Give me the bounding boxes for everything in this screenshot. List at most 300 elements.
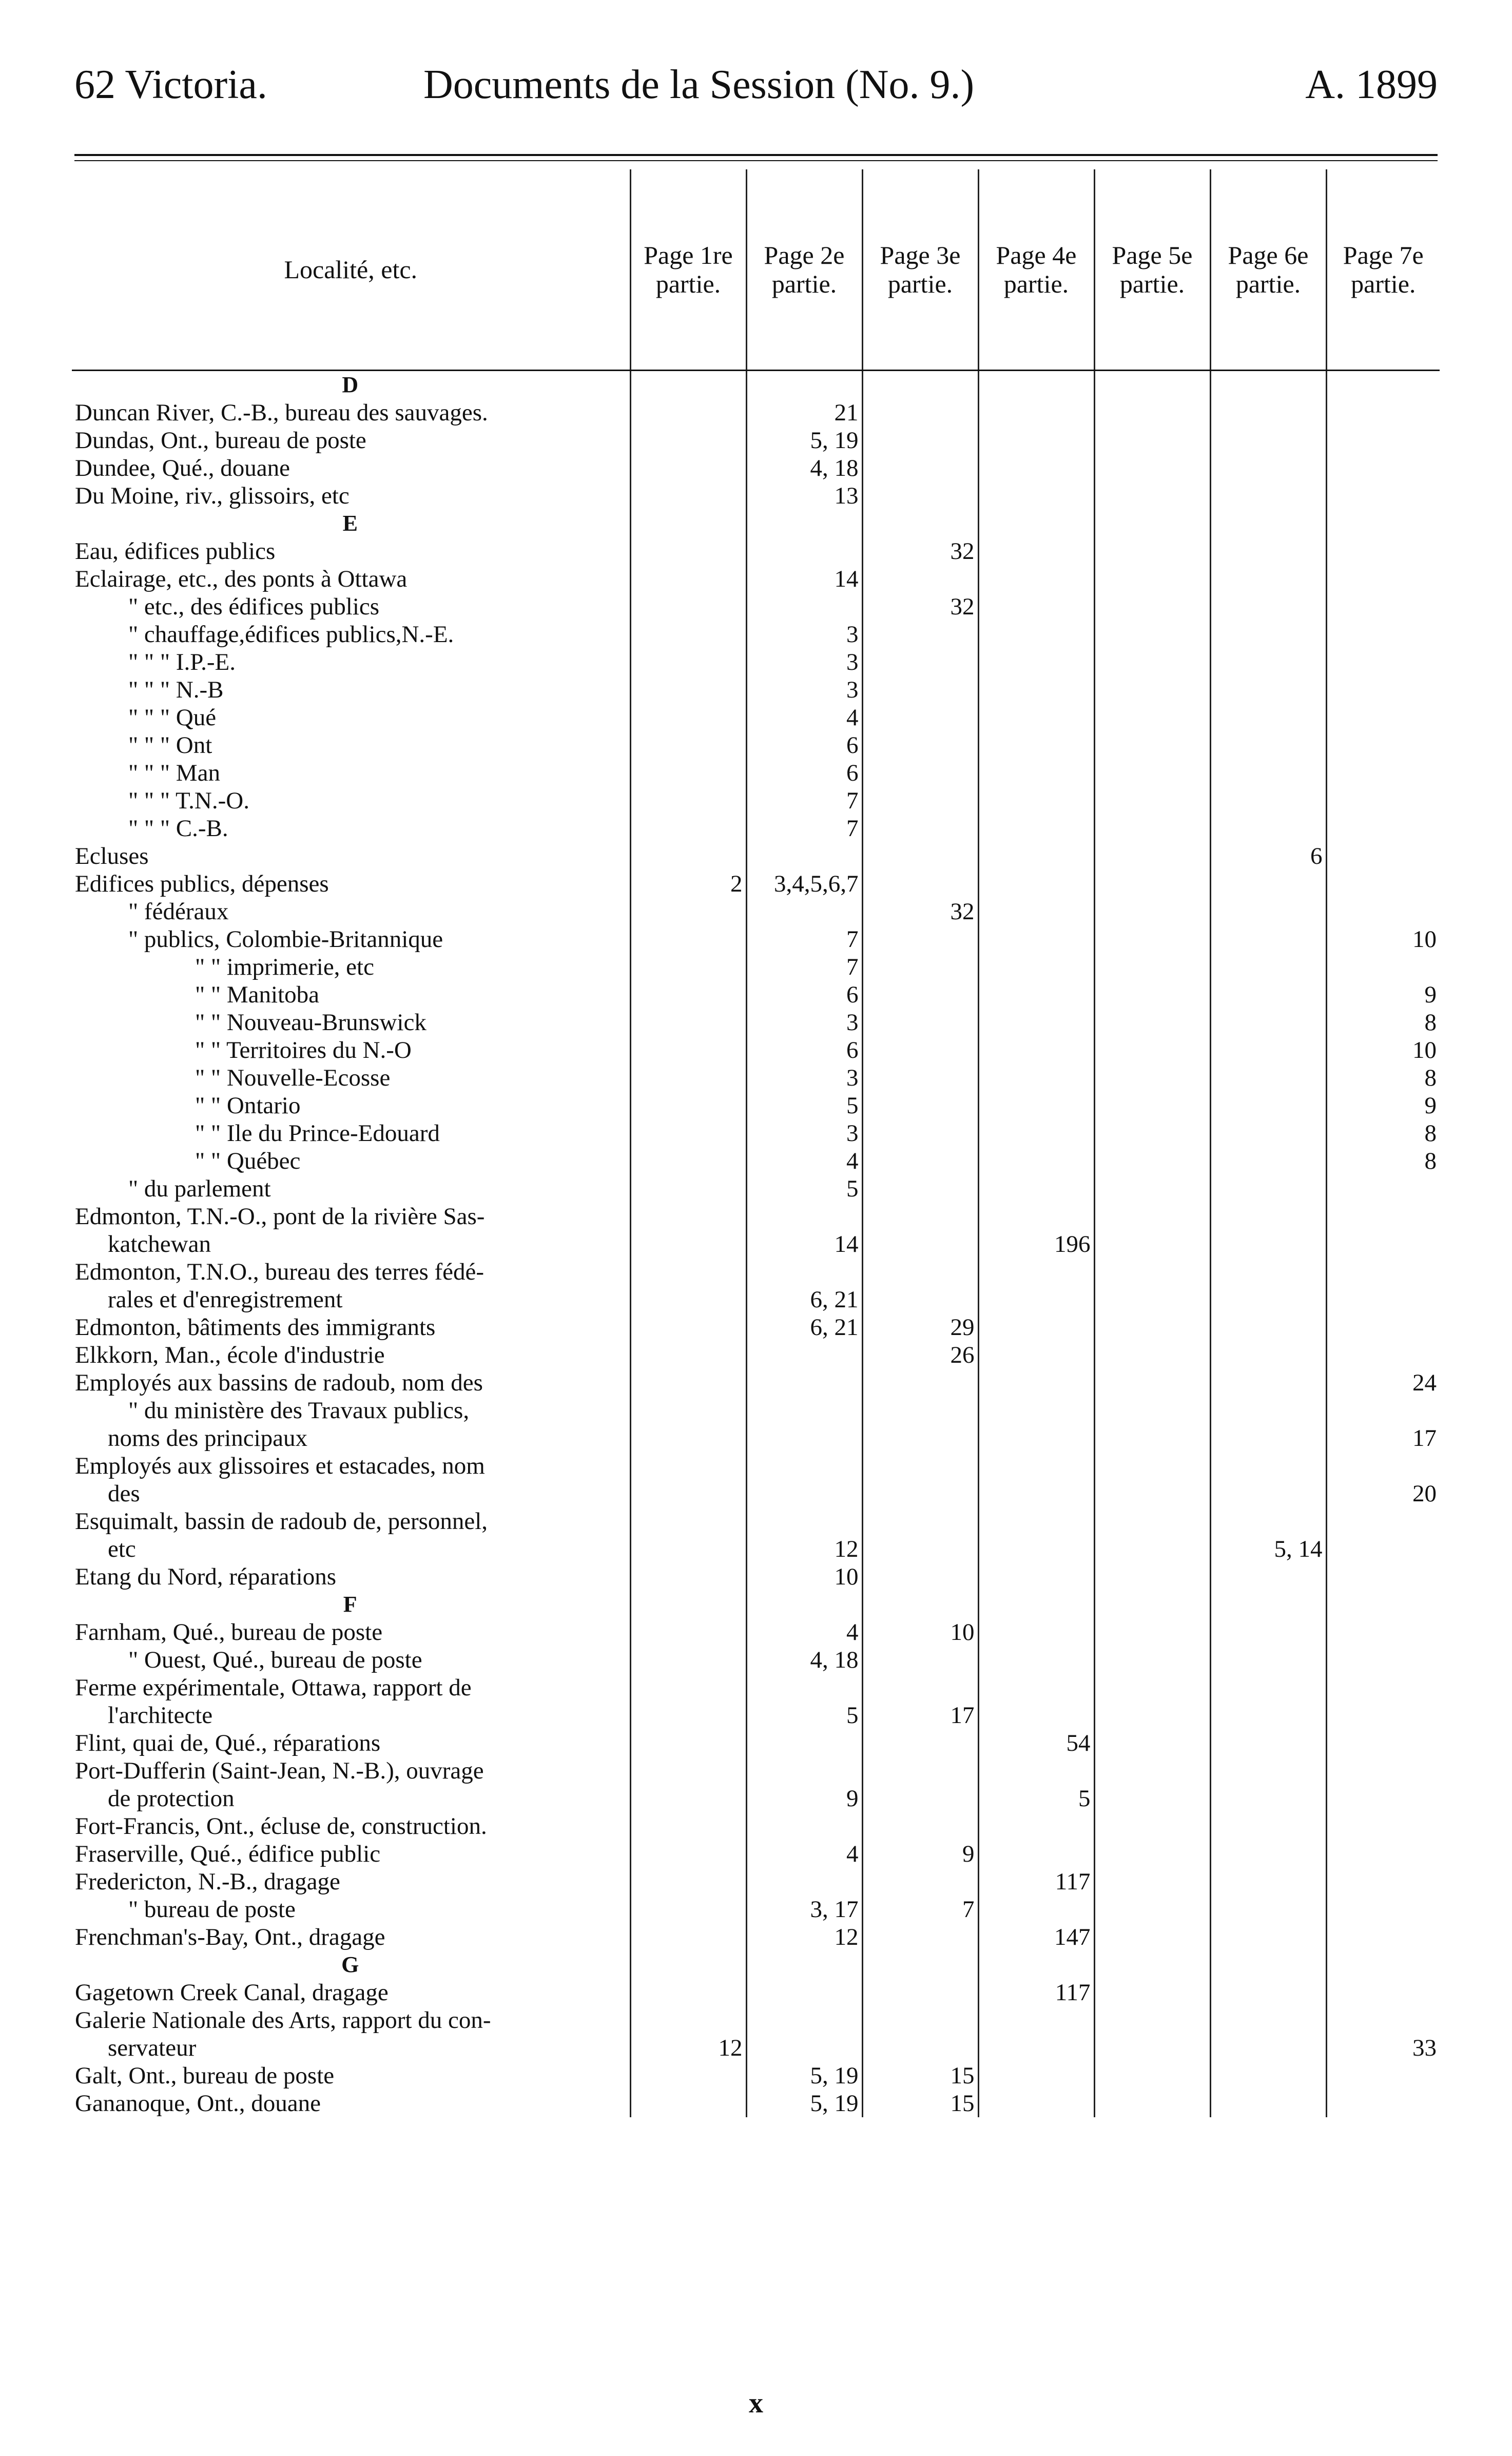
index-row <box>72 1397 1440 1424</box>
page-ref-part-1 <box>630 1563 746 1591</box>
index-row <box>72 731 1440 759</box>
section-row <box>72 1951 1440 1979</box>
page-ref-part-4: 196 <box>978 1230 1094 1258</box>
section-spacer-cell <box>978 1591 1094 1618</box>
col-header-part-6: Page 6e partie. <box>1210 169 1326 371</box>
locality-cell: " bureau de poste <box>128 1896 296 1923</box>
page-ref-part-4 <box>978 1618 1094 1646</box>
section-spacer-cell <box>630 1951 746 1979</box>
index-row <box>72 1785 1440 1812</box>
page-ref-part-7 <box>1326 482 1440 510</box>
locality-cell: Frenchman's-Bay, Ont., dragage <box>75 1924 385 1950</box>
page-ref-part-7 <box>1326 1230 1440 1258</box>
index-row <box>72 648 1440 676</box>
locality-cell: Du Moine, riv., glissoirs, etc <box>75 482 350 509</box>
page-ref-part-4 <box>978 2090 1094 2117</box>
page-ref-part-6 <box>1210 1674 1326 1701</box>
page-ref-part-4 <box>978 676 1094 704</box>
page-ref-part-6: 5, 14 <box>1210 1535 1326 1563</box>
page-ref-part-4 <box>978 787 1094 815</box>
page-ref-part-2 <box>746 842 862 870</box>
page-ref-part-4 <box>978 1674 1094 1701</box>
locality-cell: " " Québec <box>195 1148 301 1174</box>
locality-cell: rales et d'enregistrement <box>108 1286 343 1313</box>
page-ref-part-2: 4 <box>746 1618 862 1646</box>
page-ref-part-1: 12 <box>630 2034 746 2062</box>
page-ref-part-2: 6 <box>746 981 862 1009</box>
page-ref-part-1 <box>630 704 746 731</box>
page-ref-part-1 <box>630 981 746 1009</box>
page-ref-part-2: 3 <box>746 621 862 648</box>
index-row <box>72 1175 1440 1203</box>
index-row <box>72 1286 1440 1313</box>
page-ref-part-1 <box>630 1646 746 1674</box>
page-ref-part-3 <box>862 676 978 704</box>
page-ref-part-7: 17 <box>1326 1424 1440 1452</box>
page-ref-part-3 <box>862 565 978 593</box>
locality-cell: " " " I.P.-E. <box>128 649 236 675</box>
locality-cell: " " imprimerie, etc <box>195 954 374 980</box>
page-ref-part-7 <box>1326 815 1440 842</box>
index-row <box>72 399 1440 427</box>
page-ref-part-1 <box>630 1119 746 1147</box>
page-ref-part-2 <box>746 1507 862 1535</box>
page-ref-part-2 <box>746 1729 862 1757</box>
page-ref-part-4 <box>978 399 1094 427</box>
page-ref-part-2: 3 <box>746 648 862 676</box>
locality-cell: Flint, quai de, Qué., réparations <box>75 1730 381 1756</box>
page-ref-part-4 <box>978 1701 1094 1729</box>
locality-cell: Duncan River, C.-B., bureau des sauvages. <box>75 399 488 426</box>
page-ref-part-2: 4 <box>746 704 862 731</box>
page-ref-part-6 <box>1210 1646 1326 1674</box>
index-row <box>72 1535 1440 1563</box>
locality-cell: Farnham, Qué., bureau de poste <box>75 1619 383 1646</box>
page-ref-part-2: 5, 19 <box>746 2090 862 2117</box>
page-ref-part-6 <box>1210 1092 1326 1119</box>
page-ref-part-3 <box>862 2006 978 2034</box>
page-ref-part-1 <box>630 2090 746 2117</box>
page-ref-part-1 <box>630 1923 746 1951</box>
page-ref-part-3 <box>862 731 978 759</box>
section-spacer-cell <box>1094 510 1210 537</box>
section-spacer-cell <box>862 1951 978 1979</box>
page-ref-part-4 <box>978 1452 1094 1480</box>
index-row <box>72 454 1440 482</box>
page-ref-part-4 <box>978 731 1094 759</box>
page-ref-part-5 <box>1094 1313 1210 1341</box>
page-ref-part-7 <box>1326 1674 1440 1701</box>
index-body <box>72 371 1440 2118</box>
page-ref-part-2: 3, 17 <box>746 1896 862 1923</box>
page-ref-part-6 <box>1210 1729 1326 1757</box>
page-ref-part-2: 5 <box>746 1175 862 1203</box>
page-ref-part-2 <box>746 1203 862 1230</box>
locality-cell: Edifices publics, dépenses <box>75 871 329 897</box>
page-ref-part-7: 10 <box>1326 1036 1440 1064</box>
page-ref-part-5 <box>1094 2006 1210 2034</box>
page-ref-part-6 <box>1210 1064 1326 1092</box>
locality-cell: Eclairage, etc., des ponts à Ottawa <box>75 566 408 592</box>
page-ref-part-5 <box>1094 1840 1210 1868</box>
page-ref-part-2: 6, 21 <box>746 1286 862 1313</box>
page-ref-part-3 <box>862 482 978 510</box>
page-ref-part-7 <box>1326 1286 1440 1313</box>
page-ref-part-2: 5, 19 <box>746 2062 862 2090</box>
page-ref-part-7 <box>1326 731 1440 759</box>
page-ref-part-1 <box>630 1036 746 1064</box>
page-ref-part-7 <box>1326 1535 1440 1563</box>
page-ref-part-4 <box>978 1896 1094 1923</box>
page-ref-part-7: 8 <box>1326 1064 1440 1092</box>
page-ref-part-6 <box>1210 2034 1326 2062</box>
page-ref-part-1 <box>630 1341 746 1369</box>
page-ref-part-5 <box>1094 1618 1210 1646</box>
page-ref-part-1 <box>630 1701 746 1729</box>
page-ref-part-6 <box>1210 1563 1326 1591</box>
page-ref-part-7 <box>1326 1507 1440 1535</box>
page-ref-part-4 <box>978 870 1094 898</box>
page-ref-part-2 <box>746 1868 862 1896</box>
page-ref-part-6 <box>1210 1757 1326 1785</box>
page-ref-part-5 <box>1094 537 1210 565</box>
section-spacer-cell <box>862 1591 978 1618</box>
page-ref-part-6 <box>1210 1119 1326 1147</box>
page-ref-part-6 <box>1210 1009 1326 1036</box>
section-letter: D <box>342 372 360 397</box>
page-ref-part-4 <box>978 1258 1094 1286</box>
page-ref-part-4: 147 <box>978 1923 1094 1951</box>
page-ref-part-3 <box>862 1036 978 1064</box>
page-ref-part-6 <box>1210 454 1326 482</box>
locality-cell: Edmonton, T.N.-O., pont de la rivière Sas- <box>75 1203 485 1230</box>
page-ref-part-3 <box>862 1009 978 1036</box>
page-ref-part-1 <box>630 454 746 482</box>
page-ref-part-6 <box>1210 1147 1326 1175</box>
page-ref-part-6 <box>1210 898 1326 925</box>
page-ref-part-5 <box>1094 704 1210 731</box>
page-ref-part-6 <box>1210 1979 1326 2006</box>
page-ref-part-5 <box>1094 676 1210 704</box>
page-ref-part-5 <box>1094 1646 1210 1674</box>
section-spacer-cell <box>1210 1591 1326 1618</box>
page-ref-part-7 <box>1326 1896 1440 1923</box>
page-ref-part-4 <box>978 1313 1094 1341</box>
page-ref-part-5 <box>1094 898 1210 925</box>
section-spacer-cell <box>746 1591 862 1618</box>
page-ref-part-5 <box>1094 1480 1210 1507</box>
page-ref-part-3 <box>862 1812 978 1840</box>
locality-cell: noms des principaux <box>108 1425 307 1452</box>
page-ref-part-4 <box>978 1424 1094 1452</box>
index-row <box>72 1868 1440 1896</box>
page-ref-part-2: 12 <box>746 1535 862 1563</box>
col-header-part-7: Page 7e partie. <box>1326 169 1440 371</box>
page-ref-part-7 <box>1326 1729 1440 1757</box>
page-ref-part-7 <box>1326 842 1440 870</box>
page-ref-part-7: 20 <box>1326 1480 1440 1507</box>
page-ref-part-7 <box>1326 1757 1440 1785</box>
page-ref-part-4 <box>978 482 1094 510</box>
page-ref-part-3: 15 <box>862 2062 978 2090</box>
page-ref-part-3 <box>862 925 978 953</box>
page-ref-part-5 <box>1094 953 1210 981</box>
page-ref-part-3: 32 <box>862 537 978 565</box>
page-ref-part-5 <box>1094 1535 1210 1563</box>
locality-cell: Ecluses <box>75 843 149 869</box>
index-table <box>72 169 1440 2117</box>
page-ref-part-3: 32 <box>862 898 978 925</box>
page-ref-part-5 <box>1094 1286 1210 1313</box>
page-ref-part-4 <box>978 565 1094 593</box>
locality-cell: " " " T.N.-O. <box>128 787 249 814</box>
index-row <box>72 1757 1440 1785</box>
locality-cell: servateur <box>108 2035 197 2061</box>
page-ref-part-2 <box>746 2006 862 2034</box>
page-ref-part-4 <box>978 648 1094 676</box>
page-ref-part-5 <box>1094 2034 1210 2062</box>
index-row <box>72 482 1440 510</box>
page-ref-part-1 <box>630 815 746 842</box>
page-ref-part-7 <box>1326 2006 1440 2034</box>
page-ref-part-5 <box>1094 815 1210 842</box>
page-ref-part-6 <box>1210 2006 1326 2034</box>
page-ref-part-2: 13 <box>746 482 862 510</box>
header-rule-bottom <box>74 160 1438 161</box>
index-row <box>72 1563 1440 1591</box>
page-ref-part-7 <box>1326 870 1440 898</box>
page-ref-part-7 <box>1326 399 1440 427</box>
page-ref-part-2 <box>746 1369 862 1397</box>
page-ref-part-4 <box>978 1286 1094 1313</box>
index-row <box>72 1674 1440 1701</box>
section-spacer-cell <box>1210 371 1326 399</box>
index-row <box>72 787 1440 815</box>
header-title: Documents de la Session (No. 9.) <box>423 62 975 107</box>
page-ref-part-7: 8 <box>1326 1009 1440 1036</box>
page-ref-part-4 <box>978 1535 1094 1563</box>
page-ref-part-3 <box>862 1757 978 1785</box>
section-row <box>72 371 1440 399</box>
header-rule-top <box>74 154 1438 156</box>
page-ref-part-3: 7 <box>862 1896 978 1923</box>
page-ref-part-3 <box>862 2034 978 2062</box>
page-ref-part-7 <box>1326 1840 1440 1868</box>
page-ref-part-2 <box>746 1452 862 1480</box>
page-ref-part-3 <box>862 1785 978 1812</box>
page-ref-part-3 <box>862 759 978 787</box>
locality-cell: Gagetown Creek Canal, dragage <box>75 1979 389 2006</box>
page-ref-part-4 <box>978 842 1094 870</box>
locality-cell: " " Nouveau-Brunswick <box>195 1009 427 1036</box>
page-ref-part-6 <box>1210 1618 1326 1646</box>
page-ref-part-2 <box>746 1397 862 1424</box>
page-ref-part-5 <box>1094 787 1210 815</box>
page-ref-part-5 <box>1094 842 1210 870</box>
page-ref-part-2: 7 <box>746 787 862 815</box>
index-row <box>72 1036 1440 1064</box>
page-ref-part-6 <box>1210 2090 1326 2117</box>
index-row <box>72 1258 1440 1286</box>
page-ref-part-7 <box>1326 1397 1440 1424</box>
page-ref-part-7 <box>1326 1923 1440 1951</box>
locality-cell: " du ministère des Travaux publics, <box>128 1397 470 1424</box>
page-ref-part-5 <box>1094 981 1210 1009</box>
page-ref-part-1 <box>630 1812 746 1840</box>
index-row <box>72 842 1440 870</box>
page-ref-part-6: 6 <box>1210 842 1326 870</box>
page-ref-part-1 <box>630 482 746 510</box>
page-ref-part-2: 5 <box>746 1701 862 1729</box>
index-row <box>72 1480 1440 1507</box>
index-row <box>72 1230 1440 1258</box>
page-ref-part-4 <box>978 1369 1094 1397</box>
page-ref-part-4 <box>978 1757 1094 1785</box>
locality-cell: Edmonton, T.N.O., bureau des terres fédé- <box>75 1259 484 1285</box>
locality-cell: Employés aux glissoires et estacades, nom <box>75 1453 485 1479</box>
page-ref-part-3 <box>862 1979 978 2006</box>
page-ref-part-2: 14 <box>746 565 862 593</box>
page-ref-part-2: 6 <box>746 759 862 787</box>
index-row <box>72 704 1440 731</box>
locality-cell: Elkkorn, Man., école d'industrie <box>75 1342 385 1368</box>
index-row <box>72 1424 1440 1452</box>
page-ref-part-1 <box>630 1286 746 1313</box>
page-ref-part-7 <box>1326 648 1440 676</box>
column-header-row <box>72 169 1440 371</box>
page-ref-part-3 <box>862 648 978 676</box>
page-ref-part-5 <box>1094 1203 1210 1230</box>
page-ref-part-6 <box>1210 621 1326 648</box>
page-ref-part-7 <box>1326 1618 1440 1646</box>
index-row <box>72 1840 1440 1868</box>
page-ref-part-7 <box>1326 537 1440 565</box>
page-ref-part-7 <box>1326 787 1440 815</box>
page-ref-part-7 <box>1326 565 1440 593</box>
page-ref-part-2 <box>746 1674 862 1701</box>
locality-cell: Eau, édifices publics <box>75 538 276 565</box>
page-ref-part-6 <box>1210 787 1326 815</box>
page-ref-part-7: 9 <box>1326 981 1440 1009</box>
page-ref-part-6 <box>1210 759 1326 787</box>
index-row <box>72 1313 1440 1341</box>
page-ref-part-6 <box>1210 1313 1326 1341</box>
page-ref-part-6 <box>1210 1701 1326 1729</box>
page-ref-part-1 <box>630 1092 746 1119</box>
page-ref-part-4 <box>978 1175 1094 1203</box>
col-header-part-4: Page 4e partie. <box>978 169 1094 371</box>
page-ref-part-5 <box>1094 621 1210 648</box>
locality-cell: Esquimalt, bassin de radoub de, personnel, <box>75 1508 488 1535</box>
index-row <box>72 2062 1440 2090</box>
header-left: 62 Victoria. <box>74 62 267 107</box>
section-spacer-cell <box>630 371 746 399</box>
page-ref-part-6 <box>1210 1230 1326 1258</box>
page-ref-part-4 <box>978 1147 1094 1175</box>
locality-cell: Employés aux bassins de radoub, nom des <box>75 1369 483 1396</box>
page-ref-part-4 <box>978 1092 1094 1119</box>
page-ref-part-3 <box>862 427 978 454</box>
page-ref-part-2: 6, 21 <box>746 1313 862 1341</box>
page-ref-part-4 <box>978 981 1094 1009</box>
page-ref-part-1 <box>630 648 746 676</box>
page-ref-part-3 <box>862 1535 978 1563</box>
page-ref-part-1 <box>630 787 746 815</box>
page-ref-part-5 <box>1094 1397 1210 1424</box>
index-row <box>72 1701 1440 1729</box>
page-ref-part-4 <box>978 2034 1094 2062</box>
page-ref-part-3 <box>862 870 978 898</box>
section-spacer-cell <box>1094 1951 1210 1979</box>
page-ref-part-1 <box>630 1618 746 1646</box>
page-ref-part-3: 9 <box>862 1840 978 1868</box>
page-ref-part-4 <box>978 537 1094 565</box>
locality-cell: Ferme expérimentale, Ottawa, rapport de <box>75 1674 472 1701</box>
page-ref-part-2 <box>746 1341 862 1369</box>
index-row <box>72 537 1440 565</box>
page-ref-part-1 <box>630 1009 746 1036</box>
locality-cell: Fredericton, N.-B., dragage <box>75 1868 340 1895</box>
page-ref-part-5 <box>1094 759 1210 787</box>
page-ref-part-5 <box>1094 1979 1210 2006</box>
page-ref-part-3 <box>862 815 978 842</box>
page-ref-part-6 <box>1210 704 1326 731</box>
section-spacer-cell <box>1094 371 1210 399</box>
index-row <box>72 1923 1440 1951</box>
page-ref-part-7 <box>1326 1868 1440 1896</box>
page-ref-part-7 <box>1326 704 1440 731</box>
page-ref-part-5 <box>1094 1757 1210 1785</box>
page-ref-part-3: 32 <box>862 593 978 621</box>
page-ref-part-3 <box>862 704 978 731</box>
section-spacer-cell <box>630 1591 746 1618</box>
page-ref-part-1 <box>630 759 746 787</box>
index-row <box>72 815 1440 842</box>
index-row <box>72 1203 1440 1230</box>
locality-cell: " " " Man <box>128 760 220 786</box>
page-ref-part-2: 3 <box>746 676 862 704</box>
page-ref-part-6 <box>1210 1258 1326 1286</box>
page-ref-part-7 <box>1326 1313 1440 1341</box>
page-ref-part-4 <box>978 925 1094 953</box>
locality-cell: " " Nouvelle-Ecosse <box>195 1065 391 1091</box>
page-ref-part-5 <box>1094 1147 1210 1175</box>
page-ref-part-1 <box>630 1896 746 1923</box>
locality-cell: " " " Qué <box>128 704 217 731</box>
page-ref-part-4 <box>978 427 1094 454</box>
page-ref-part-6 <box>1210 676 1326 704</box>
page-ref-part-4: 117 <box>978 1868 1094 1896</box>
page-ref-part-4: 54 <box>978 1729 1094 1757</box>
page-ref-part-1 <box>630 1979 746 2006</box>
page-ref-part-4 <box>978 621 1094 648</box>
page-ref-part-6 <box>1210 1868 1326 1896</box>
page-ref-part-7: 24 <box>1326 1369 1440 1397</box>
locality-cell: " chauffage,édifices publics,N.-E. <box>128 621 454 648</box>
page-ref-part-3 <box>862 981 978 1009</box>
page-ref-part-1 <box>630 1674 746 1701</box>
page-ref-part-1 <box>630 1840 746 1868</box>
page-ref-part-2: 3 <box>746 1064 862 1092</box>
index-row <box>72 1009 1440 1036</box>
page-ref-part-4 <box>978 1480 1094 1507</box>
section-row <box>72 510 1440 537</box>
page-footer-mark: x <box>749 2387 763 2419</box>
page-ref-part-5 <box>1094 925 1210 953</box>
locality-cell: Edmonton, bâtiments des immigrants <box>75 1314 436 1341</box>
page-ref-part-1 <box>630 1313 746 1341</box>
locality-cell: " " Ontario <box>195 1092 301 1119</box>
